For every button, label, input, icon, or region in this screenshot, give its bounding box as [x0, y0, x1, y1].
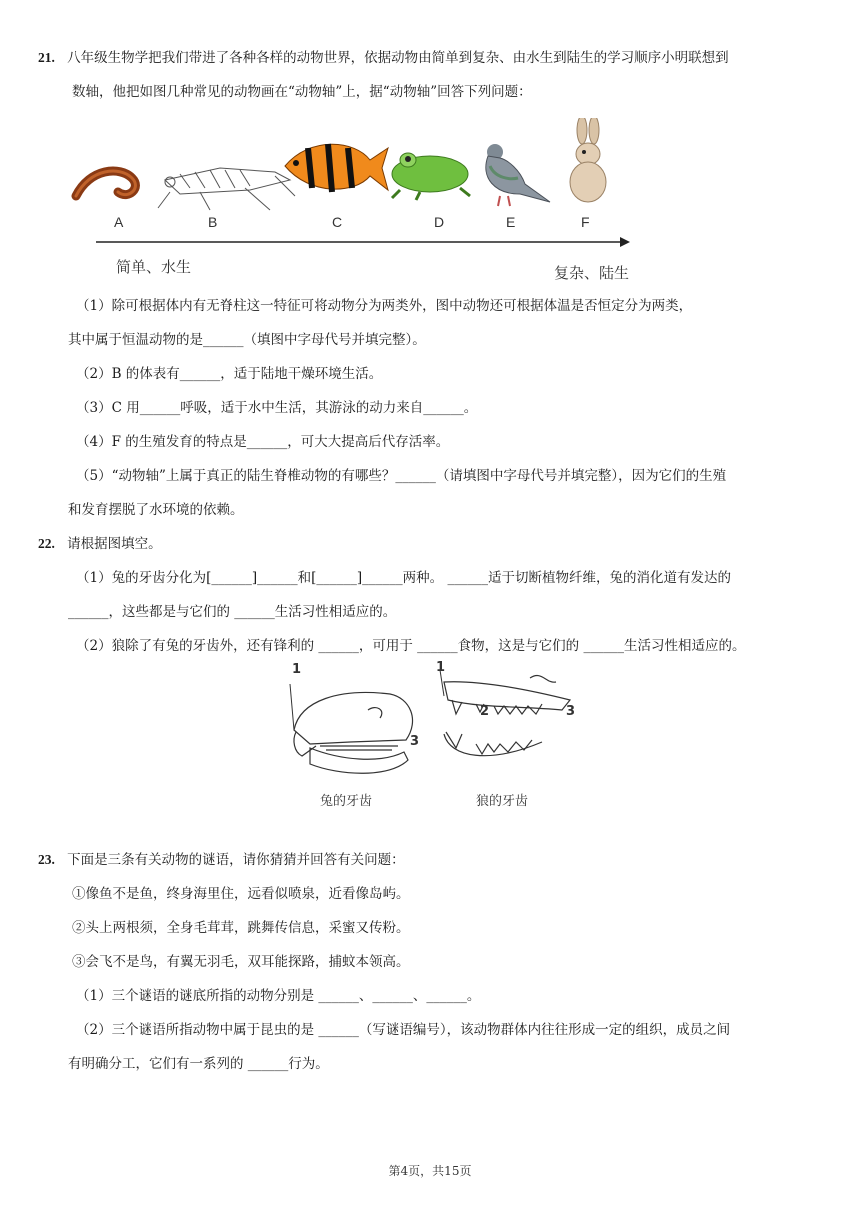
wolf-mark-1: 1	[436, 660, 446, 675]
label-f: F	[581, 214, 590, 230]
teeth-figure	[280, 660, 590, 820]
rabbit-icon	[570, 118, 606, 202]
earthworm-icon	[76, 171, 135, 196]
label-d: D	[434, 214, 445, 230]
axis-arrowhead	[620, 237, 630, 247]
page-footer: 第4页，共15页	[388, 1164, 472, 1178]
q21-line1	[38, 48, 729, 68]
axis-left-label: 简单、水生	[116, 259, 192, 276]
rabbit-teeth-caption: 兔的牙齿	[320, 794, 373, 809]
q22-part2: （2）狼除了有兔的牙齿外，还有锋利的 ______，可用于 ______食物，这是与它们的 ______生活习性相适应的。	[76, 638, 746, 654]
q22-line1	[38, 534, 162, 554]
wolf-skull-icon	[440, 670, 570, 756]
q23-part2-line1: （2）三个谜语所指动物中属于昆虫的是 ______（写谜语编号），该动物群体内往往形成一定的组织，成员之间	[76, 1022, 731, 1038]
q23-riddle-2: ②头上两根须，全身毛茸茸，跳舞传信息，采蜜又传粉。	[72, 920, 410, 936]
q23-part1: （1）三个谜语的谜底所指的动物分别是 ______、______、______。	[76, 988, 481, 1004]
q21-part3: （3）C 用______呼吸，适于水中生活，其游泳的动力来自______。	[76, 400, 478, 416]
q21-part5-line2: 和发育摆脱了水环境的依赖。	[68, 502, 244, 518]
label-b: B	[208, 214, 218, 230]
q21-part4: （4）F 的生殖发育的特点是______，可大大提高后代存活率。	[76, 434, 450, 450]
q21-intro-1: 八年级生物学把我们带进了各种各样的动物世界，依据动物由简单到复杂、由水生到陆生的学习顺序小明联想到	[67, 50, 729, 66]
q23-part2-line2: 有明确分工，它们有一系列的 ______行为。	[68, 1056, 329, 1072]
q23-riddle-1: ①像鱼不是鱼，终身海里住，远看似喷泉，近看像岛屿。	[72, 886, 410, 902]
q21-part5-line1: （5）“动物轴”上属于真正的陆生脊椎动物的有哪些？______（请填图中字母代号并填完整），因为它们的生殖	[76, 468, 727, 484]
q23-riddle-3: ③会飞不是鸟，有翼无羽毛，双耳能探路，捕蚊本领高。	[72, 954, 410, 970]
rabbit-skull-icon	[290, 684, 413, 773]
wolf-mark-3: 3	[566, 704, 576, 719]
q22-part1-line1: （1）兔的牙齿分化为[______]______和[______]______两种。 ______适于切断植物纤维，兔的消化道有发达的	[76, 570, 731, 586]
animal-axis-figure	[70, 118, 640, 288]
grasshopper-icon	[158, 168, 295, 210]
q22-intro: 请根据图填空。	[67, 536, 162, 552]
q21-part2: （2）B 的体表有______，适于陆地干燥环境生活。	[76, 366, 383, 382]
pigeon-icon	[486, 144, 550, 206]
wolf-mark-2: 2	[480, 704, 490, 719]
q21-intro-2: 数轴，他把如图几种常见的动物画在“动物轴”上，据“动物轴”回答下列问题：	[72, 84, 532, 100]
fish-icon	[285, 144, 388, 192]
label-a: A	[114, 214, 124, 230]
q22-part1-line2: ______，这些都是与它们的 ______生活习性相适应的。	[68, 604, 397, 620]
q23-intro: 下面是三条有关动物的谜语，请你猜猜并回答有关问题：	[67, 852, 405, 868]
rabbit-mark-3: 3	[410, 734, 420, 749]
q21-part1-line2: 其中属于恒温动物的是______（填图中字母代号并填完整）。	[68, 332, 426, 348]
q23-line1	[38, 850, 405, 870]
q23-number: 23.	[38, 852, 55, 867]
rabbit-mark-1: 1	[292, 662, 302, 677]
q22-number: 22.	[38, 536, 55, 551]
q21-number: 21.	[38, 50, 55, 65]
axis-right-label: 复杂、陆生	[554, 265, 630, 282]
frog-icon	[392, 153, 470, 200]
label-e: E	[506, 214, 516, 230]
wolf-teeth-caption: 狼的牙齿	[476, 794, 529, 809]
q21-part1-line1: （1）除可根据体内有无脊柱这一特征可将动物分为两类外，图中动物还可根据体温是否恒定分为两类，	[76, 298, 693, 314]
label-c: C	[332, 214, 343, 230]
